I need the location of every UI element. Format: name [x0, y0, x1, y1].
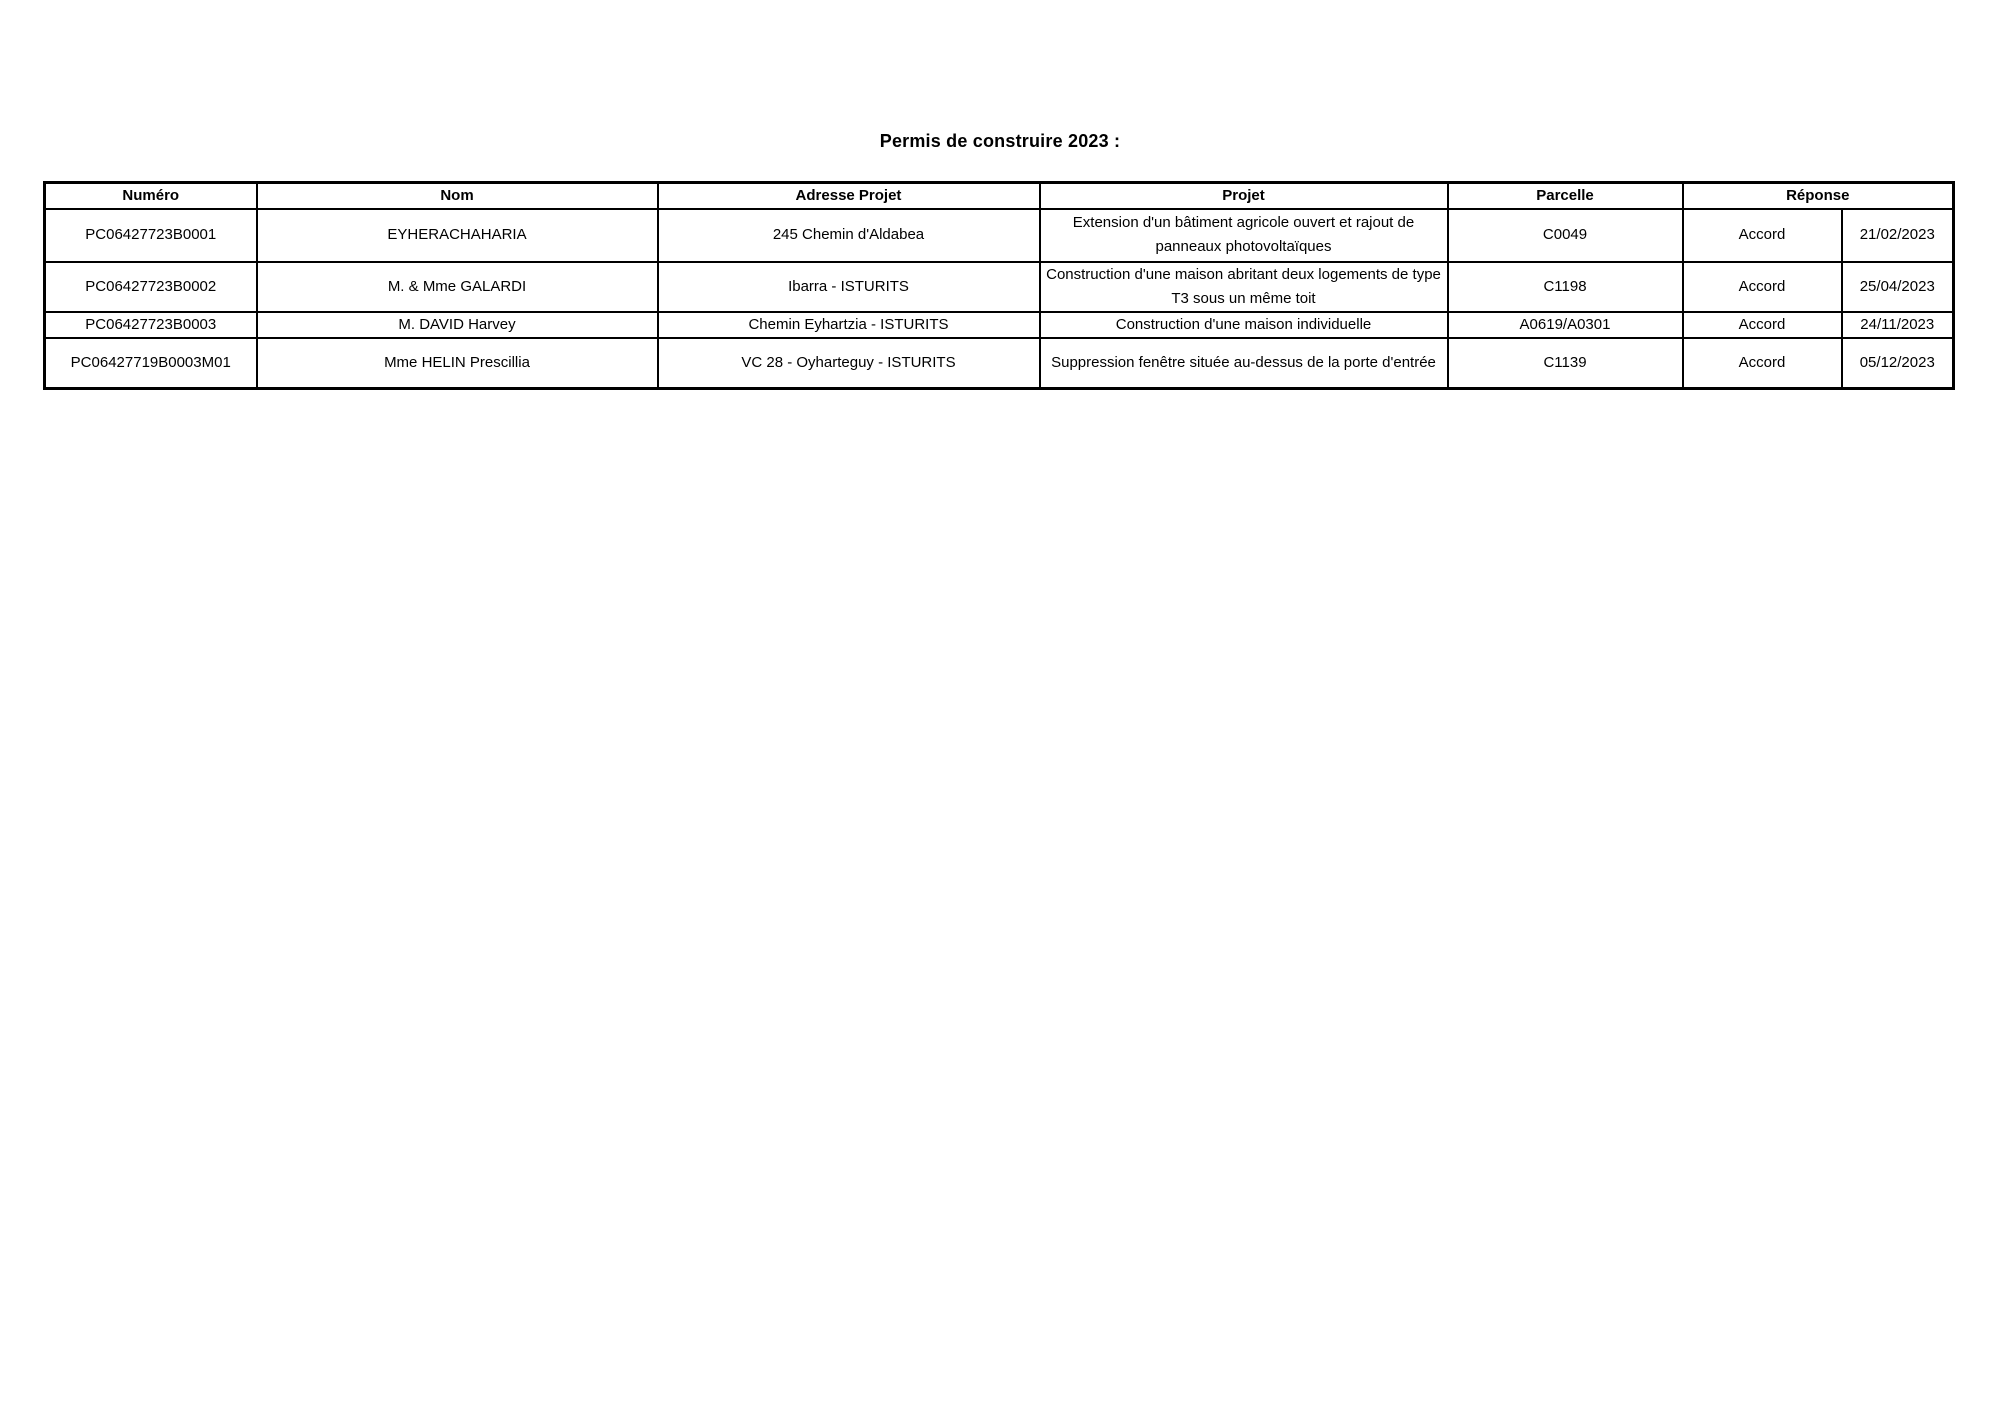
cell-parcelle: C1139	[1448, 338, 1683, 389]
cell-date: 24/11/2023	[1842, 312, 1954, 338]
cell-numero: PC06427723B0002	[45, 262, 257, 312]
table-row	[45, 338, 1954, 389]
cell-decision: Accord	[1683, 209, 1842, 262]
cell-adresse: Chemin Eyhartzia - ISTURITS	[658, 312, 1040, 338]
cell-nom: Mme HELIN Prescillia	[257, 338, 658, 389]
table-header-row	[45, 183, 1954, 209]
cell-numero: PC06427723B0003	[45, 312, 257, 338]
permits-table	[43, 181, 1955, 390]
page-title: Permis de construire 2023 :	[879, 131, 1121, 151]
cell-numero: PC06427719B0003M01	[45, 338, 257, 389]
header-numero: Numéro	[45, 183, 257, 209]
cell-projet: Suppression fenêtre située au-dessus de la porte d'entrée	[1040, 338, 1448, 389]
cell-decision: Accord	[1683, 262, 1842, 312]
cell-parcelle: A0619/A0301	[1448, 312, 1683, 338]
cell-decision: Accord	[1683, 338, 1842, 389]
cell-adresse: Ibarra - ISTURITS	[658, 262, 1040, 312]
cell-nom: M. DAVID Harvey	[257, 312, 658, 338]
header-projet: Projet	[1040, 183, 1448, 209]
cell-projet: Construction d'une maison abritant deux logements de type T3 sous un même toit	[1040, 262, 1448, 312]
header-reponse: Réponse	[1683, 183, 1954, 209]
table-row	[45, 262, 1954, 312]
cell-adresse: VC 28 - Oyharteguy - ISTURITS	[658, 338, 1040, 389]
header-parcelle: Parcelle	[1448, 183, 1683, 209]
table-row	[45, 312, 1954, 338]
cell-parcelle: C1198	[1448, 262, 1683, 312]
cell-date: 21/02/2023	[1842, 209, 1954, 262]
cell-projet: Extension d'un bâtiment agricole ouvert et rajout de panneaux photovoltaïques	[1040, 209, 1448, 262]
header-nom: Nom	[257, 183, 658, 209]
cell-date: 25/04/2023	[1842, 262, 1954, 312]
cell-nom: M. & Mme GALARDI	[257, 262, 658, 312]
cell-parcelle: C0049	[1448, 209, 1683, 262]
cell-adresse: 245 Chemin d'Aldabea	[658, 209, 1040, 262]
table-row	[45, 209, 1954, 262]
cell-nom: EYHERACHAHARIA	[257, 209, 658, 262]
cell-decision: Accord	[1683, 312, 1842, 338]
cell-numero: PC06427723B0001	[45, 209, 257, 262]
header-adresse: Adresse Projet	[658, 183, 1040, 209]
cell-projet: Construction d'une maison individuelle	[1040, 312, 1448, 338]
cell-date: 05/12/2023	[1842, 338, 1954, 389]
